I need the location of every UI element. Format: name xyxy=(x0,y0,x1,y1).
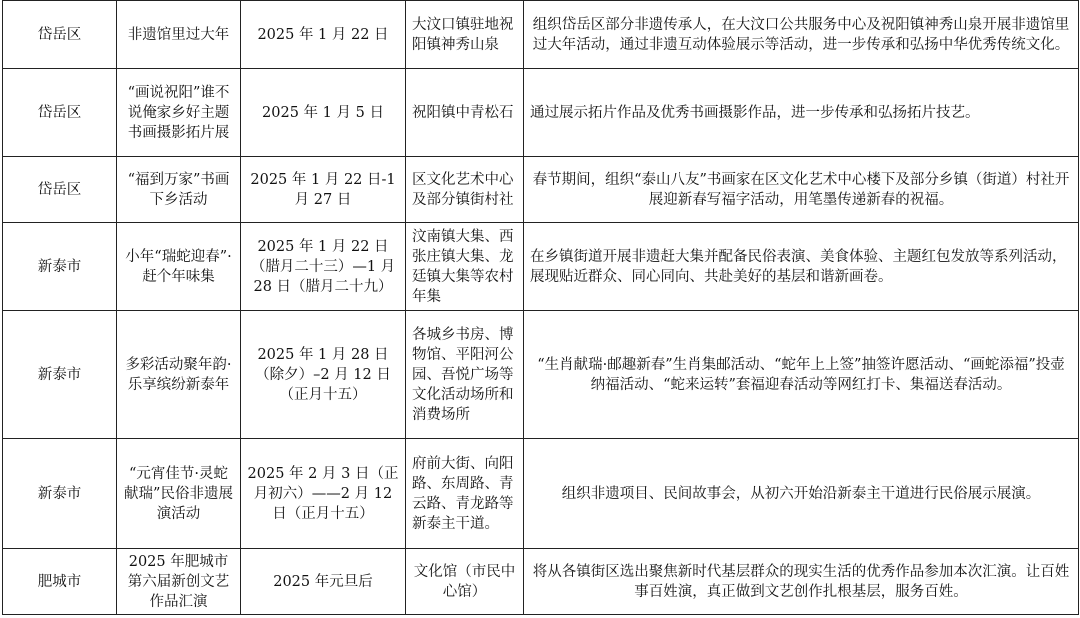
venue-cell: 汶南镇大集、西张庄镇大集、龙廷镇大集等农村年集 xyxy=(406,223,524,311)
activity-name-cell: “元宵佳节·灵蛇献瑞”民俗非遗展演活动 xyxy=(117,439,241,549)
events-table xyxy=(2,0,1079,615)
content-cell: “生肖献瑞·邮趣新春”生肖集邮活动、“蛇年上上签”抽签许愿活动、“画蛇添福”投壶纳福活动、“蛇来运转”套福迎春活动等网红打卡、集福送春活动。 xyxy=(524,311,1079,439)
region-cell: 新泰市 xyxy=(3,311,117,439)
venue-cell: 府前大街、向阳路、东周路、青云路、青龙路等新泰主干道。 xyxy=(406,439,524,549)
venue-cell: 文化馆（市民中心馆） xyxy=(406,549,524,615)
activity-name-cell: “画说祝阳”谁不说俺家乡好主题书画摄影拓片展 xyxy=(117,69,241,157)
content-cell: 组织非遗项目、民间故事会，从初六开始沿新泰主干道进行民俗展示展演。 xyxy=(524,439,1079,549)
venue-cell: 区文化艺术中心及部分镇街村社 xyxy=(406,157,524,223)
table-row xyxy=(3,311,1079,439)
activity-name-cell: 小年“瑞蛇迎春”·赶个年味集 xyxy=(117,223,241,311)
content-cell: 将从各镇街区选出聚焦新时代基层群众的现实生活的优秀作品参加本次汇演。让百姓事百姓演，真正做到文艺创作扎根基层，服务百姓。 xyxy=(524,549,1079,615)
region-cell: 新泰市 xyxy=(3,439,117,549)
content-cell: 在乡镇街道开展非遗赶大集并配备民俗表演、美食体验、主题红包发放等系列活动，展现贴近群众、同心同向、共赴美好的基层和谐新画卷。 xyxy=(524,223,1079,311)
table-row xyxy=(3,69,1079,157)
date-cell: 2025 年 1 月 22 日-1 月 27 日 xyxy=(241,157,406,223)
table-row xyxy=(3,549,1079,615)
venue-cell: 大汶口镇驻地祝阳镇神秀山泉 xyxy=(406,1,524,69)
region-cell: 肥城市 xyxy=(3,549,117,615)
activity-name-cell: 非遗馆里过大年 xyxy=(117,1,241,69)
date-cell: 2025 年 1 月 22 日（腊月二十三）—1 月 28 日（腊月二十九） xyxy=(241,223,406,311)
table-row xyxy=(3,1,1079,69)
table-row xyxy=(3,223,1079,311)
date-cell: 2025 年 1 月 22 日 xyxy=(241,1,406,69)
date-cell: 2025 年 1 月 5 日 xyxy=(241,69,406,157)
region-cell: 新泰市 xyxy=(3,223,117,311)
table-row xyxy=(3,157,1079,223)
venue-cell: 各城乡书房、博物馆、平阳河公园、吾悦广场等文化活动场所和消费场所 xyxy=(406,311,524,439)
date-cell: 2025 年 1 月 28 日（除夕）–2 月 12 日（正月十五） xyxy=(241,311,406,439)
activity-name-cell: 2025 年肥城市第六届新创文艺作品汇演 xyxy=(117,549,241,615)
content-cell: 春节期间，组织“泰山八友”书画家在区文化艺术中心楼下及部分乡镇（街道）村社开展迎新春写福字活动，用笔墨传递新春的祝福。 xyxy=(524,157,1079,223)
activity-name-cell: “福到万家”书画下乡活动 xyxy=(117,157,241,223)
region-cell: 岱岳区 xyxy=(3,157,117,223)
content-cell: 通过展示拓片作品及优秀书画摄影作品，进一步传承和弘扬拓片技艺。 xyxy=(524,69,1079,157)
activity-name-cell: 多彩活动聚年韵·乐享缤纷新泰年 xyxy=(117,311,241,439)
date-cell: 2025 年元旦后 xyxy=(241,549,406,615)
content-cell: 组织岱岳区部分非遗传承人，在大汶口公共服务中心及祝阳镇神秀山泉开展非遗馆里过大年活动，通过非遗互动体验展示等活动，进一步传承和弘扬中华优秀传统文化。 xyxy=(524,1,1079,69)
venue-cell: 祝阳镇中青松石 xyxy=(406,69,524,157)
table-row xyxy=(3,439,1079,549)
region-cell: 岱岳区 xyxy=(3,69,117,157)
date-cell: 2025 年 2 月 3 日（正月初六）——2 月 12 日（正月十五） xyxy=(241,439,406,549)
region-cell: 岱岳区 xyxy=(3,1,117,69)
